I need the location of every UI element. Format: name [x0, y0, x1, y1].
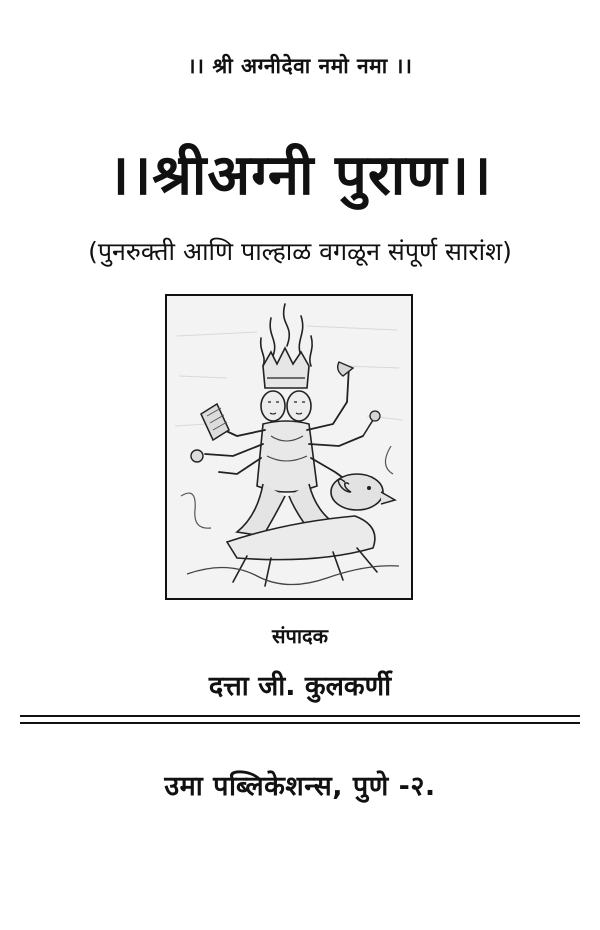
divider-line-top [20, 715, 580, 717]
editor-label: संपादक [271, 624, 329, 648]
agni-deity-illustration [165, 294, 413, 600]
invocation-line: ।। श्री अग्नीदेवा नमो नमा ।। [187, 54, 413, 78]
deity-drawing-icon [167, 296, 411, 598]
divider-line-bottom [20, 722, 580, 724]
publisher-line: उमा पब्लिकेशन्स, पुणे -२. [164, 771, 436, 802]
book-title: ।।श्रीअग्नी पुराण।। [107, 143, 493, 208]
editor-name: दत्ता जी. कुलकर्णी [208, 671, 392, 702]
book-subtitle: (पुनरुक्ती आणि पाल्हाळ वगळून संपूर्ण सारांश) [88, 237, 512, 266]
